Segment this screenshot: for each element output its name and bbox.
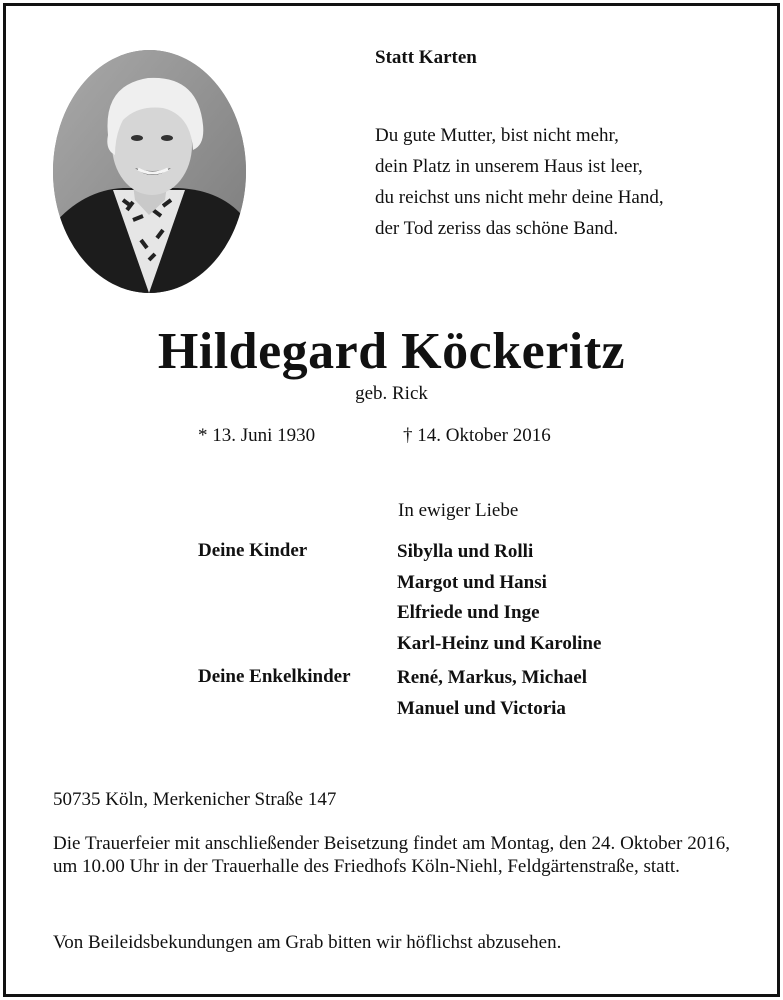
grandchild-names: Manuel und Victoria — [397, 697, 566, 719]
poem — [375, 120, 664, 244]
address: 50735 Köln, Merkenicher Straße 147 — [53, 789, 337, 810]
in-love-line: In ewiger Liebe — [398, 500, 519, 521]
children-label: Deine Kinder — [198, 540, 308, 561]
portrait-image — [53, 50, 246, 293]
child-names: Margot und Hansi — [397, 571, 547, 593]
poem-line: dein Platz in unserem Haus ist leer, — [375, 156, 643, 177]
death-date: † 14. Oktober 2016 — [403, 425, 551, 446]
poem-line: der Tod zeriss das schöne Band. — [375, 218, 619, 239]
condolence-note: Von Beileidsbekundungen am Grab bitten wir höflichst abzusehen. — [53, 932, 562, 953]
deceased-name: Hildegard Köckeritz — [157, 323, 626, 380]
grandchildren-label: Deine Enkelkinder — [198, 666, 351, 687]
child-names: Elfriede und Inge — [397, 602, 540, 623]
ceremony-text: Die Trauerfeier mit anschließender Beisetzung findet am Montag, den 24. Oktober 2016, um 10.00 Uhr in der Trauerhalle des Friedhofs Köln-Niehl, Feldgärtenstraße, statt. — [53, 833, 730, 877]
grandchild-names: René, Markus, Michael — [397, 667, 587, 688]
poem-line: Du gute Mutter, bist nicht mehr, — [375, 125, 619, 146]
portrait-photo — [53, 50, 246, 293]
child-names: Karl-Heinz und Karoline — [397, 632, 602, 654]
child-names: Sibylla und Rolli — [397, 541, 534, 562]
notice-header: Statt Karten — [375, 47, 477, 68]
grandchildren-list — [397, 663, 587, 724]
poem-line: du reichst uns nicht mehr deine Hand, — [375, 187, 664, 208]
children-list — [397, 537, 601, 659]
maiden-name: geb. Rick — [355, 383, 428, 404]
birth-date: * 13. Juni 1930 — [198, 425, 316, 446]
